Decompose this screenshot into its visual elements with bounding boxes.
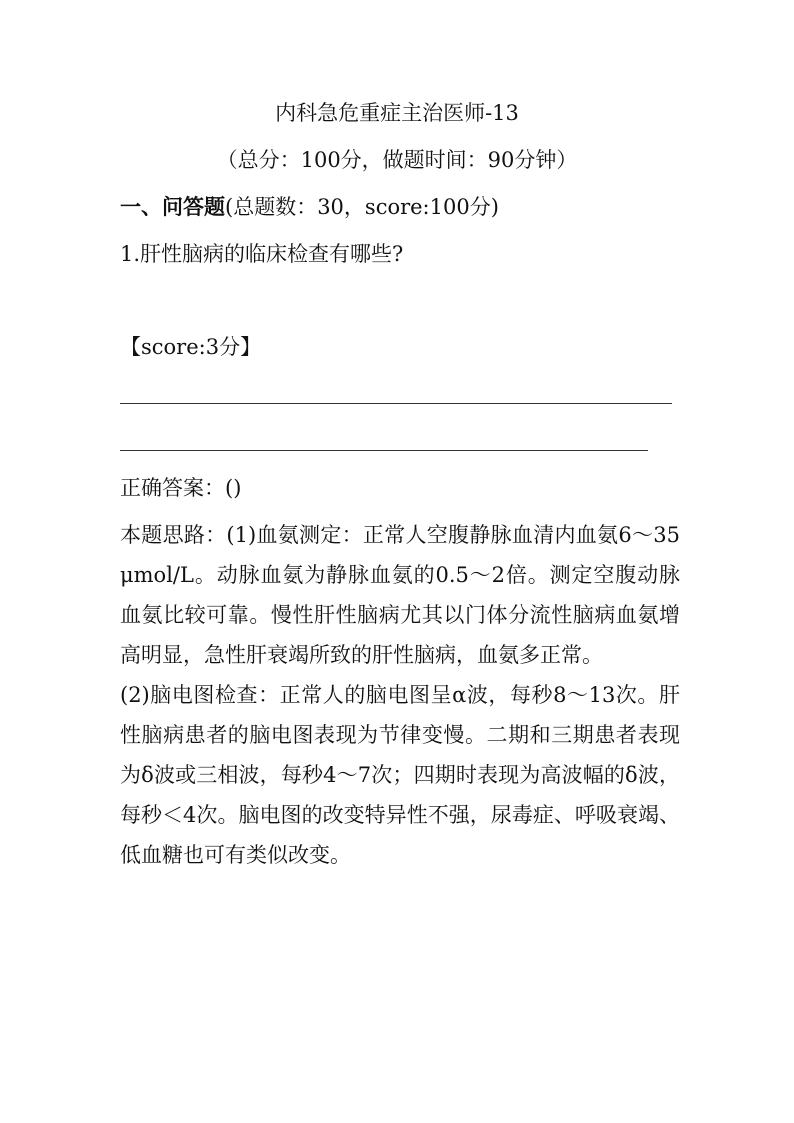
section-header xyxy=(120,192,499,222)
explanation-paragraph-1: 本题思路：(1)血氨测定：正常人空腹静脉血清内血氨6～35 μmol/L。动脉血氨为静脉血氨的0.5～2倍。测定空腹动脉血氨比较可靠。慢性肝性脑病尤其以门体分流性脑病血氨增高明显，急性肝衰竭所致的肝性脑病，血氨多正常。 xyxy=(120,523,680,667)
answer-line-2 xyxy=(120,450,648,451)
document-title: 内科急危重症主治医师-13 xyxy=(275,101,519,125)
section-info: (总题数：30，score:100分) xyxy=(225,195,499,219)
correct-answer-label: 正确答案：() xyxy=(120,476,242,500)
question-score: 【score:3分】 xyxy=(120,335,262,359)
document-subtitle: （总分：100分，做题时间：90分钟） xyxy=(216,148,578,172)
explanation-paragraph-2: (2)脑电图检查：正常人的脑电图呈α波，每秒8～13次。肝性脑病患者的脑电图表现为节律变慢。二期和三期患者表现为δ波或三相波，每秒4～7次；四期时表现为高波幅的δ波，每秒＜4次。脑电图的改变特异性不强，尿毒症、呼吸衰竭、低血糖也可有类似改变。 xyxy=(120,683,680,867)
section-name: 问答题 xyxy=(162,194,225,219)
answer-line-1 xyxy=(120,403,672,404)
question-text: 1.肝性脑病的临床检查有哪些? xyxy=(120,242,404,266)
answer-explanation xyxy=(120,515,680,875)
section-number: 一、 xyxy=(120,194,162,219)
